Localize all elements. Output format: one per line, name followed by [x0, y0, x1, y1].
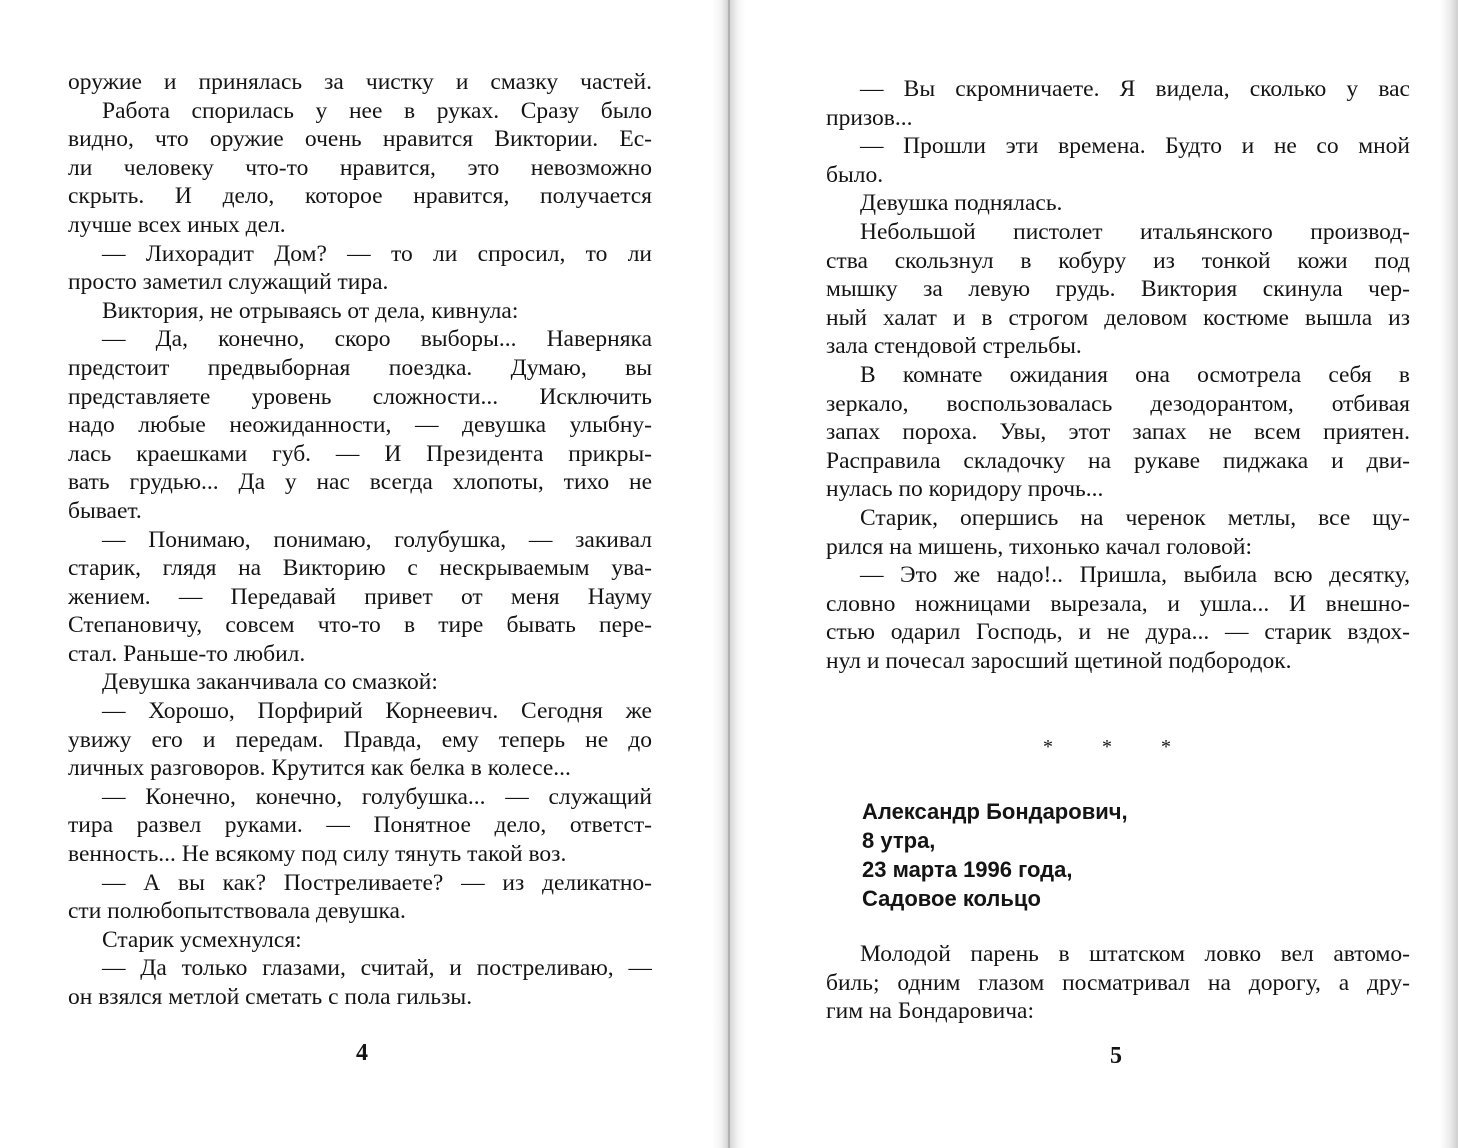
- text-line: — Лихорадит Дом? — то ли спросил, то ли: [102, 240, 652, 267]
- text-line: нулась по коридору прочь...: [826, 476, 1104, 503]
- text-line: видно, что оружие очень нравится Виктории. Ес-: [68, 126, 652, 153]
- text-line: — Это же надо!.. Пришла, выбила всю десятку,: [860, 562, 1410, 589]
- heading-line: Садовое кольцо: [862, 886, 1041, 911]
- text-line: Расправила складочку на рукаве пиджака и дви-: [826, 447, 1410, 474]
- text-line: — Да, конечно, скоро выборы... Наверняка: [102, 326, 652, 353]
- text-line: увижу его и передам. Правда, ему теперь не до: [68, 726, 652, 753]
- text-line: — А вы как? Постреливаете? — из деликатно-: [102, 869, 652, 896]
- text-line: словно ножницами вырезала, и ушла... И внешно-: [826, 590, 1410, 617]
- text-line: В комнате ожидания она осмотрела себя в: [860, 361, 1410, 388]
- text-line: Степановичу, совсем что-то в тире бывать пере-: [68, 612, 652, 639]
- text-line: Девушка поднялась.: [860, 190, 1063, 217]
- text-line: зала стендовой стрельбы.: [826, 333, 1082, 360]
- text-line: тира развел руками. — Понятное дело, ответст-: [68, 812, 652, 839]
- text-line: бывает.: [68, 497, 142, 524]
- text-line: Девушка заканчивала со смазкой:: [102, 669, 438, 696]
- text-line: Виктория, не отрываясь от дела, кивнула:: [102, 297, 519, 324]
- text-line: запах пороха. Увы, этот запах не всем приятен.: [826, 419, 1410, 446]
- text-line: стал. Раньше-то любил.: [68, 640, 306, 667]
- right-page-text-continued: [826, 940, 1410, 1026]
- text-line: — Понимаю, понимаю, голубушка, — закивал: [102, 526, 652, 553]
- text-line: ства скользнул в кобуру из тонкой кожи под: [826, 247, 1410, 274]
- text-line: — Конечно, конечно, голубушка... — служащий: [102, 783, 652, 810]
- text-line: ный халат и в строгом деловом костюме вышла из: [826, 304, 1410, 331]
- section-heading: [862, 797, 1128, 913]
- text-line: Небольшой пистолет итальянского производ-: [860, 218, 1410, 245]
- text-line: лась краешками губ. — И Президента прикры-: [68, 440, 652, 467]
- text-line: мышку за левую грудь. Виктория скинула чер-: [826, 276, 1410, 303]
- text-line: он взялся метлой сметать с пола гильзы.: [68, 984, 473, 1010]
- text-line: просто заметил служащий тира.: [68, 269, 389, 296]
- text-line: оружие и принялась за чистку и смазку частей.: [68, 69, 652, 95]
- right-page: [728, 0, 1458, 1148]
- text-line: гим на Бондаровича:: [826, 998, 1035, 1025]
- text-line: было.: [826, 161, 884, 188]
- text-line: предстоит предвыборная поездка. Думаю, вы: [68, 354, 652, 381]
- heading-line: 8 утра,: [862, 828, 936, 853]
- page-edge-shadow: [1440, 0, 1458, 1148]
- text-line: надо любые неожиданности, — девушка улыбну-: [68, 412, 652, 439]
- heading-line: Александр Бондарович,: [862, 799, 1128, 824]
- text-line: — Прошли эти времена. Будто и не со мной: [860, 133, 1410, 160]
- section-separator: * * *: [1043, 736, 1193, 758]
- text-line: скрыть. И дело, которое нравится, получается: [68, 183, 652, 210]
- page-number: 5: [1110, 1043, 1122, 1069]
- text-line: стью одарил Господь, и не дура... — старик вздох-: [826, 619, 1410, 646]
- text-line: жением. — Передавай привет от меня Науму: [68, 583, 652, 610]
- text-line: нул и почесал заросший щетиной подбородок.: [826, 647, 1292, 674]
- text-line: — Вы скромничаете. Я видела, сколько у вас: [860, 76, 1410, 102]
- text-line: — Да только глазами, считай, и постреливаю, —: [102, 955, 652, 982]
- text-line: старик, глядя на Викторию с нескрываемым ува-: [68, 555, 652, 582]
- text-line: зеркало, воспользовалась дезодорантом, отбивая: [826, 390, 1410, 417]
- text-line: биль; одним глазом посматривал на дорогу, а дру-: [826, 969, 1410, 996]
- left-page-text: [68, 68, 652, 1012]
- text-line: Молодой парень в штатском ловко вел автомо-: [860, 941, 1410, 967]
- text-line: венность... Не всякому под силу тянуть такой воз.: [68, 841, 567, 868]
- text-line: призов...: [826, 104, 913, 131]
- text-line: лучше всех иных дел.: [68, 211, 286, 238]
- page-number: 4: [356, 1040, 368, 1066]
- text-line: представляете уровень сложности... Исключить: [68, 383, 652, 410]
- text-line: рился на мишень, тихонько качал головой:: [826, 533, 1253, 560]
- left-page: [0, 0, 728, 1148]
- right-page-text: [826, 75, 1410, 675]
- heading-line: 23 марта 1996 года,: [862, 857, 1073, 882]
- text-line: Старик, опершись на черенок метлы, все щу-: [860, 504, 1410, 531]
- text-line: вать грудью... Да у нас всегда хлопоты, тихо не: [68, 469, 652, 496]
- text-line: ли человеку что-то нравится, это невозможно: [68, 154, 652, 181]
- text-line: Работа спорилась у нее в руках. Сразу было: [102, 97, 652, 124]
- text-line: сти полюбопытствовала девушка.: [68, 898, 406, 925]
- text-line: — Хорошо, Порфирий Корнеевич. Сегодня же: [102, 698, 652, 725]
- text-line: Старик усмехнулся:: [102, 926, 302, 953]
- text-line: личных разговоров. Крутится как белка в колесе...: [68, 755, 571, 782]
